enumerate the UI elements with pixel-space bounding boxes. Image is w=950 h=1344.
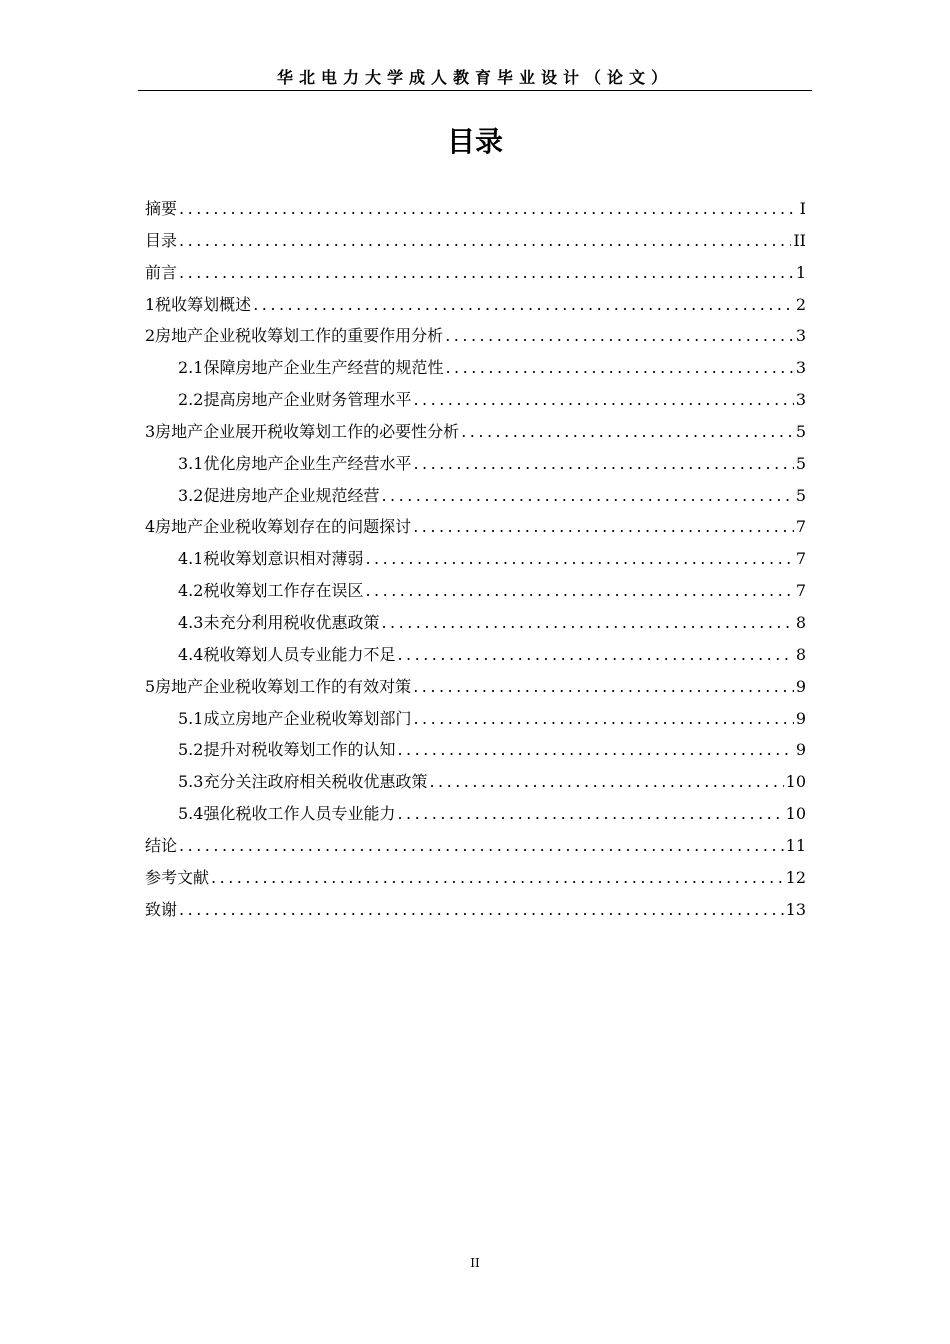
toc-entry-page: 7 (795, 581, 806, 601)
toc-entry[interactable] (145, 804, 806, 836)
table-of-contents (145, 199, 806, 947)
toc-dot-leader (381, 486, 793, 506)
toc-entry-label: 5.4强化税收工作人员专业能力 (178, 804, 396, 824)
toc-dot-leader (461, 422, 794, 442)
toc-dot-leader (397, 740, 793, 760)
header-rule (138, 90, 812, 91)
toc-entry-label: 目录 (145, 230, 178, 250)
toc-entry[interactable] (145, 645, 806, 677)
toc-entry[interactable] (145, 613, 806, 645)
toc-entry[interactable] (145, 868, 806, 900)
toc-entry-label: 致谢 (145, 899, 178, 919)
toc-entry-page: 9 (795, 708, 806, 728)
toc-entry-label: 5.1成立房地产企业税收筹划部门 (178, 708, 412, 728)
toc-entry-page: 8 (795, 613, 806, 633)
toc-entry-label: 3.1优化房地产企业生产经营水平 (178, 453, 412, 473)
toc-entry[interactable] (145, 295, 806, 327)
toc-entry-label: 4.4税收筹划人员专业能力不足 (178, 644, 396, 664)
toc-entry-label: 摘要 (145, 199, 178, 219)
toc-dot-leader (413, 709, 793, 729)
running-header: 华北电力大学成人教育毕业设计（论文） (276, 68, 673, 87)
toc-entry-label: 4.3未充分利用税收优惠政策 (178, 613, 380, 633)
toc-entry-page: 3 (795, 326, 806, 346)
toc-dot-leader (211, 868, 784, 888)
toc-entry-label: 4.2税收筹划工作存在误区 (178, 581, 364, 601)
toc-entry-page: 3 (795, 390, 806, 410)
toc-entry-page: 10 (785, 772, 806, 792)
toc-entry[interactable] (145, 772, 806, 804)
toc-entry-page: 12 (785, 867, 806, 887)
toc-dot-leader (179, 263, 794, 283)
toc-dot-leader (365, 549, 793, 569)
toc-entry-page: 1 (795, 262, 806, 282)
toc-entry-page: 11 (785, 835, 806, 855)
toc-entry[interactable] (145, 549, 806, 581)
toc-dot-leader (429, 772, 783, 792)
toc-dot-leader (397, 804, 783, 824)
toc-dot-leader (445, 358, 793, 378)
toc-entry-label: 2.2提高房地产企业财务管理水平 (178, 390, 412, 410)
toc-entry[interactable] (145, 900, 806, 932)
toc-entry-label: 结论 (145, 835, 178, 855)
toc-entry-page: 10 (785, 804, 806, 824)
toc-entry-label: 5房地产企业税收筹划工作的有效对策 (145, 676, 412, 696)
toc-entry-label: 前言 (145, 262, 178, 282)
toc-entry-page: 3 (795, 358, 806, 378)
toc-entry-label: 2房地产企业税收筹划工作的重要作用分析 (145, 326, 444, 346)
toc-entry-label: 参考文献 (145, 867, 210, 887)
toc-dot-leader (413, 518, 794, 538)
toc-dot-leader (413, 454, 793, 474)
toc-entry[interactable] (145, 422, 806, 454)
toc-dot-leader (365, 581, 793, 601)
toc-entry-page: 7 (795, 517, 806, 537)
toc-dot-leader (445, 326, 794, 346)
toc-entry[interactable] (145, 231, 806, 263)
toc-dot-leader (179, 836, 784, 856)
toc-entry[interactable] (145, 326, 806, 358)
toc-entry[interactable] (145, 740, 806, 772)
toc-entry-page: II (793, 230, 806, 250)
toc-entry[interactable] (145, 677, 806, 709)
toc-entry[interactable] (145, 199, 806, 231)
toc-entry[interactable] (145, 454, 806, 486)
toc-entry-label: 4房地产企业税收筹划存在的问题探讨 (145, 517, 412, 537)
toc-entry-page: I (799, 199, 806, 219)
toc-dot-leader (179, 231, 791, 251)
toc-entry[interactable] (145, 263, 806, 295)
toc-dot-leader (179, 199, 798, 219)
toc-entry[interactable] (145, 518, 806, 550)
page-number: II (470, 1256, 480, 1270)
toc-dot-leader (253, 295, 794, 315)
toc-entry-page: 9 (795, 740, 806, 760)
toc-entry-label: 3房地产企业展开税收筹划工作的必要性分析 (145, 421, 460, 441)
toc-entry-page: 7 (795, 549, 806, 569)
toc-entry[interactable] (145, 390, 806, 422)
toc-entry[interactable] (145, 486, 806, 518)
page-title: 目录 (446, 125, 503, 158)
toc-dot-leader (381, 613, 793, 633)
toc-entry-page: 5 (795, 485, 806, 505)
toc-entry-label: 5.3充分关注政府相关税收优惠政策 (178, 772, 428, 792)
toc-entry[interactable] (145, 709, 806, 741)
toc-entry-label: 4.1税收筹划意识相对薄弱 (178, 549, 364, 569)
toc-entry-page: 13 (785, 899, 806, 919)
toc-entry-page: 8 (795, 644, 806, 664)
toc-entry[interactable] (145, 358, 806, 390)
toc-entry-label: 1税收筹划概述 (145, 294, 252, 314)
toc-entry-label: 5.2提升对税收筹划工作的认知 (178, 740, 396, 760)
toc-entry-page: 5 (795, 421, 806, 441)
toc-entry[interactable] (145, 836, 806, 868)
toc-entry-page: 2 (795, 294, 806, 314)
toc-entry-page: 9 (795, 676, 806, 696)
toc-entry-label: 3.2促进房地产企业规范经营 (178, 485, 380, 505)
toc-dot-leader (179, 900, 784, 920)
toc-dot-leader (397, 645, 793, 665)
toc-entry-page: 5 (795, 453, 806, 473)
toc-entry[interactable] (145, 581, 806, 613)
toc-dot-leader (413, 390, 793, 410)
toc-entry-label: 2.1保障房地产企业生产经营的规范性 (178, 358, 444, 378)
toc-dot-leader (413, 677, 794, 697)
